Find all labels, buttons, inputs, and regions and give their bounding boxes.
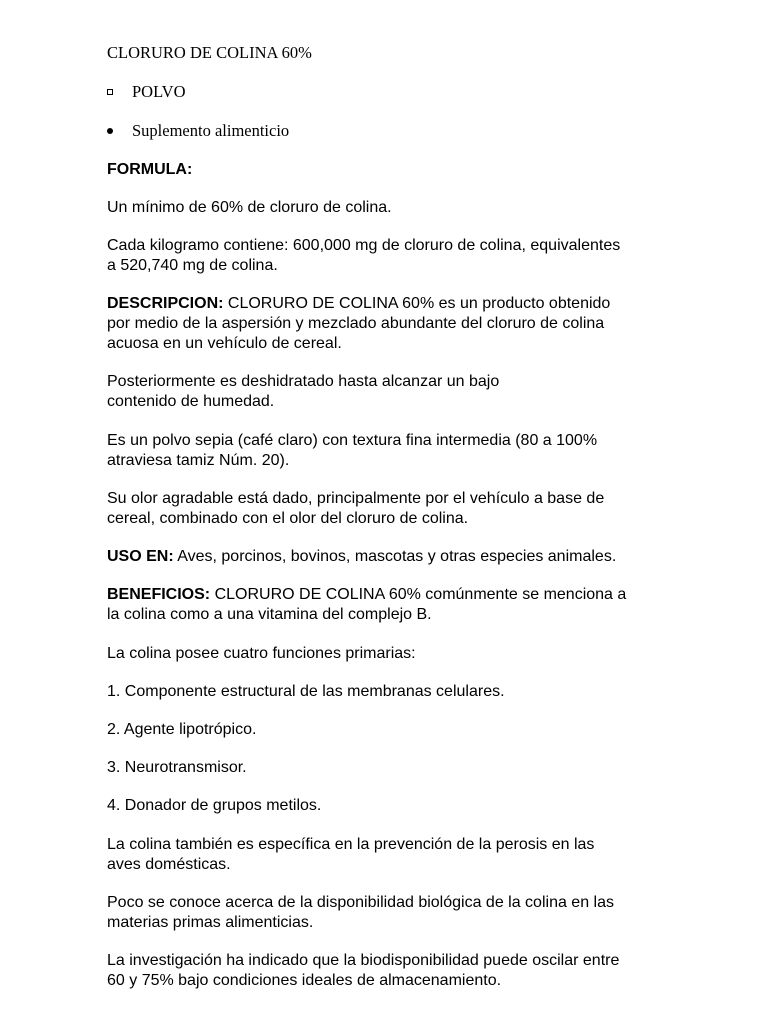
funcion-item: 2. Agente lipotrópico.: [107, 721, 257, 738]
formula-minimum: Un mínimo de 60% de cloruro de colina.: [107, 199, 392, 216]
document-page: [107, 0, 667, 1024]
formula-heading: FORMULA:: [107, 161, 193, 178]
document-title: CLORURO DE COLINA 60%: [107, 43, 312, 62]
square-bullet-icon: [107, 89, 113, 95]
deshidratado-paragraph: Posteriormente es deshidratado hasta alcanzar un bajo contenido de humedad.: [107, 373, 500, 410]
descripcion-label: DESCRIPCION:: [107, 295, 224, 312]
formula-per-kg: Cada kilogramo contiene: 600,000 mg de cloruro de colina, equivalentes a 520,740 mg de colina.: [107, 237, 621, 274]
funciones-intro: La colina posee cuatro funciones primarias:: [107, 645, 416, 662]
bullet-text: POLVO: [132, 82, 186, 101]
beneficios-paragraph: BENEFICIOS: CLORURO DE COLINA 60% comúnmente se menciona a la colina como a una vitamina del complejo B.: [107, 586, 627, 623]
uso-label: USO EN:: [107, 548, 174, 565]
funcion-item: 3. Neurotransmisor.: [107, 759, 247, 776]
funcion-item: 4. Donador de grupos metilos.: [107, 797, 322, 814]
bullet-text: Suplemento alimenticio: [132, 121, 290, 140]
beneficios-label: BENEFICIOS:: [107, 586, 211, 603]
round-bullet-icon: [107, 128, 113, 134]
disponibilidad-paragraph: Poco se conoce acerca de la disponibilidad biológica de la colina en las materias primas alimenticias.: [107, 894, 614, 931]
polvo-sepia-paragraph: Es un polvo sepia (café claro) con textura fina intermedia (80 a 100% atraviesa tamiz Núm. 20).: [107, 432, 598, 469]
uso-paragraph: USO EN: Aves, porcinos, bovinos, mascotas y otras especies animales.: [107, 548, 617, 565]
funcion-item: 1. Componente estructural de las membranas celulares.: [107, 683, 505, 700]
perosis-paragraph: La colina también es específica en la prevención de la perosis en las aves domésticas.: [107, 836, 595, 873]
bullet-item-polvo: [107, 82, 507, 102]
investigacion-paragraph: La investigación ha indicado que la biodisponibilidad puede oscilar entre 60 y 75% bajo condiciones ideales de almacenamiento.: [107, 952, 620, 989]
descripcion-paragraph: DESCRIPCION: CLORURO DE COLINA 60% es un producto obtenido por medio de la aspersión y mezclado abundante del cloruro de colina acuosa en un vehículo de cereal.: [107, 295, 611, 352]
olor-paragraph: Su olor agradable está dado, principalmente por el vehículo a base de cereal, combinado con el olor del cloruro de colina.: [107, 490, 605, 527]
bullet-item-suplemento: [107, 121, 507, 141]
